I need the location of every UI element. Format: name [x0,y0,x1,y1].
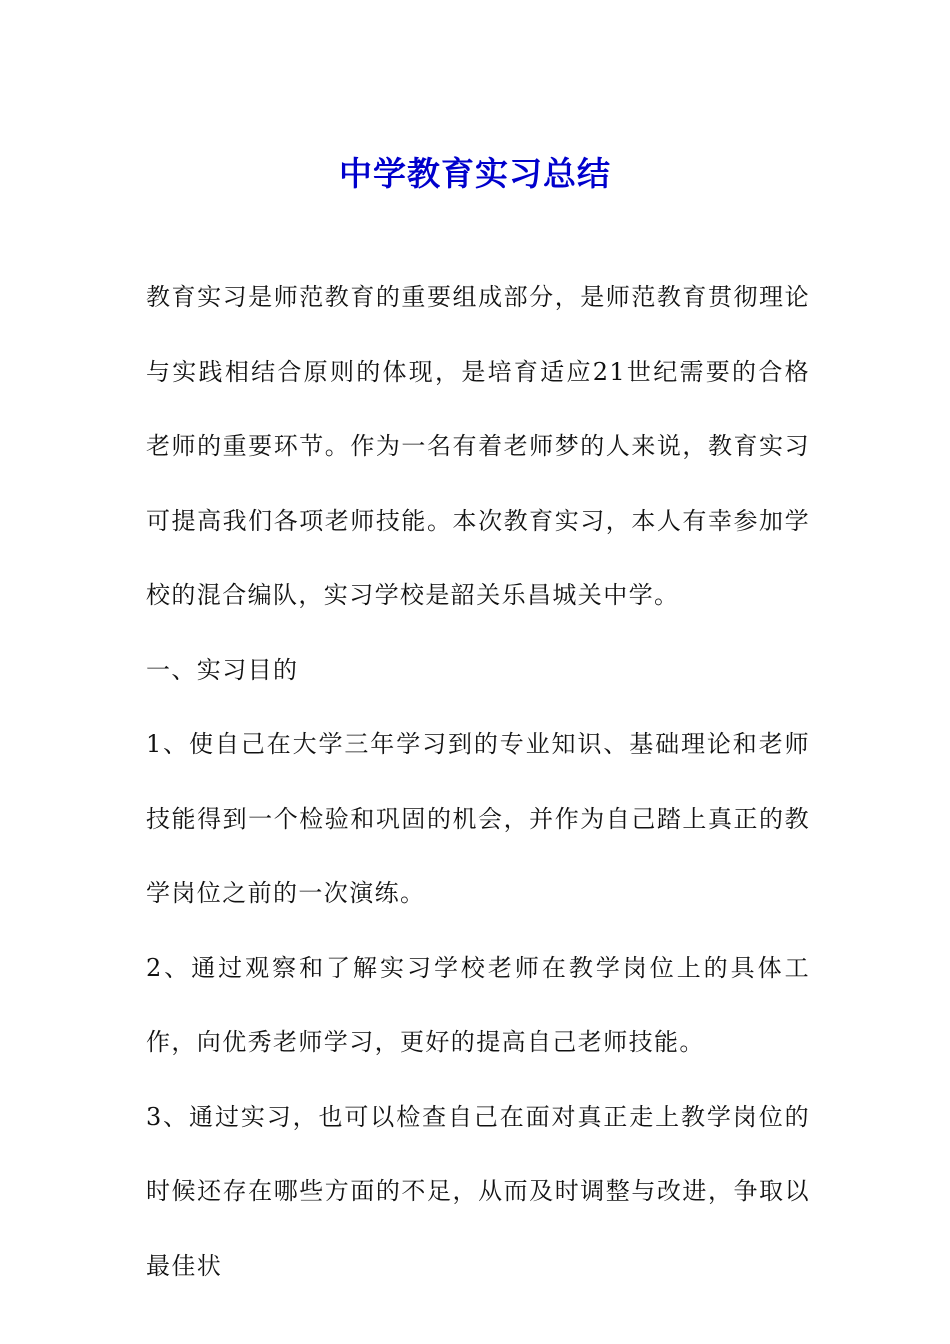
document-title: 中学教育实习总结 [339,154,611,194]
paragraph-item-1: 1、使自己在大学三年学习到的专业知识、基础理论和老师技能得到一个检验和巩固的机会，并作为自己踏上真正的教学岗位之前的一次演练。 [146,730,810,907]
section-heading: 一、实习目的 [146,655,299,684]
document-body [146,260,810,1303]
paragraph-item-2: 2、通过观察和了解实习学校老师在教学岗位上的具体工作，向优秀老师学习，更好的提高自己老师技能。 [146,953,810,1056]
paragraph-item-3: 3、通过实习，也可以检查自己在面对真正走上教学岗位的时候还存在哪些方面的不足，从而及时调整与改进，争取以最佳状 [146,1102,810,1280]
paragraph-intro: 教育实习是师范教育的重要组成部分，是师范教育贯彻理论与实践相结合原则的体现，是培育适应21世纪需要的合格老师的重要环节。作为一名有着老师梦的人来说，教育实习可提高我们各项老师技能。本次教育实习，本人有幸参加学校的混合编队，实习学校是韶关乐昌城关中学。 [146,283,810,609]
